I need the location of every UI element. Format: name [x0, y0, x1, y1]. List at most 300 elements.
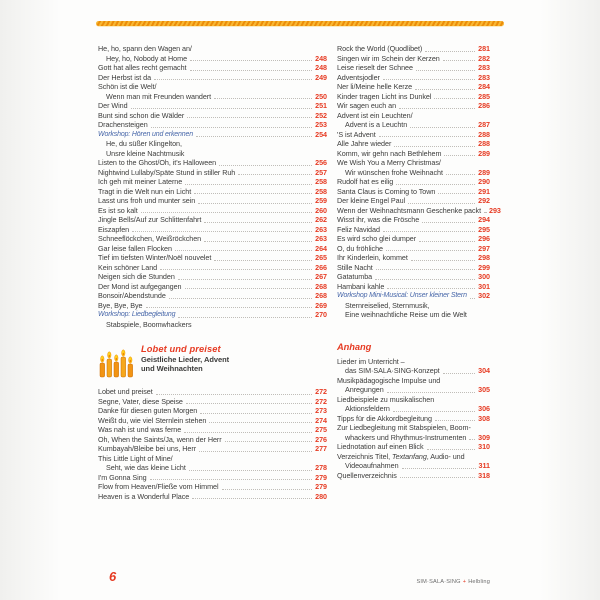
toc-entry	[98, 234, 327, 244]
toc-entry	[98, 320, 327, 330]
toc-entry-page-number: 249	[315, 72, 327, 82]
toc-entry	[337, 301, 490, 311]
toc-entry-title: Der Wind	[98, 101, 128, 110]
dot-leader	[184, 432, 312, 433]
toc-entry-page-number: 258	[315, 186, 327, 196]
footer-brand-name: SIM·SALA·SING	[416, 579, 461, 585]
dot-leader	[438, 193, 475, 194]
toc-entry	[337, 253, 490, 263]
toc-entry-title: Wenn der Weihnachtsmann Geschenke packt	[337, 205, 482, 215]
toc-rows-right-bottom	[337, 357, 490, 481]
toc-entry-title: Stille Nacht	[337, 262, 373, 272]
dot-leader	[214, 98, 312, 99]
dot-leader	[379, 136, 475, 137]
dot-leader	[196, 136, 312, 137]
dot-leader	[408, 203, 475, 204]
dot-leader	[416, 70, 475, 71]
toc-entry	[337, 177, 490, 187]
toc-entry-page-number: 299	[478, 262, 490, 272]
toc-entry-title: Bonsoir/Abendstunde	[98, 291, 166, 300]
toc-entry-page-number: 288	[478, 139, 490, 148]
dot-leader	[192, 498, 312, 499]
dot-leader	[238, 174, 312, 175]
toc-entry-page-number: 264	[315, 243, 327, 253]
toc-entry-page-number: 290	[478, 177, 490, 186]
toc-entry	[98, 272, 327, 282]
toc-entry	[337, 111, 490, 121]
toc-entry-page-number: 279	[315, 472, 327, 482]
toc-entry-page-number: 254	[315, 129, 327, 139]
toc-entry-page-number: 283	[478, 63, 490, 72]
toc-entry-page-number: 306	[478, 404, 490, 413]
toc-entry-page-number: 275	[315, 425, 327, 434]
toc-entry-title: Workshop: Liedbegleitung	[98, 311, 176, 318]
toc-entry	[98, 282, 327, 292]
toc-entry-title: Nightwind Lullaby/Späte Stund in stiller Ruh	[98, 167, 236, 177]
toc-entry-title: Listen to the Ghost/Oh, it's Halloween	[98, 158, 217, 167]
toc-entry-title: Wenn man mit Freunden wandert	[106, 91, 212, 101]
dot-leader	[185, 184, 312, 185]
toc-entry	[98, 387, 327, 397]
toc-entry-title: Alle Jahre wieder	[337, 139, 392, 148]
toc-entry-page-number: 267	[315, 272, 327, 281]
dot-leader	[146, 307, 313, 308]
toc-entry-page-number: 301	[478, 281, 490, 291]
toc-entry-page-number: 252	[315, 110, 327, 120]
dot-leader	[393, 411, 475, 412]
toc-entry	[337, 414, 490, 424]
dot-leader	[383, 79, 475, 80]
toc-entry	[98, 54, 327, 64]
section-subtitle-line1: Geistliche Lieder, Advent	[141, 355, 230, 364]
dot-leader	[154, 79, 312, 80]
toc-entry-page-number: 278	[315, 463, 327, 472]
toc-entry-title: Ich geh mit meiner Laterne	[98, 177, 183, 186]
toc-entry	[98, 291, 327, 301]
toc-entry-title: das SIM·SALA·SING-Konzept	[345, 366, 440, 375]
dot-leader	[446, 174, 475, 175]
toc-entry-page-number: 277	[315, 444, 327, 453]
toc-entry	[98, 168, 327, 178]
toc-entry-title: Drachensteigen	[98, 120, 148, 129]
toc-entry	[98, 215, 327, 225]
toc-entry-title: We Wish You a Merry Christmas/	[337, 158, 441, 167]
candles-icon	[98, 348, 134, 380]
toc-entry-title: Videoaufnahmen	[345, 461, 399, 470]
toc-entry	[337, 63, 490, 73]
toc-entry-page-number: 248	[315, 63, 327, 72]
toc-entry	[98, 225, 327, 235]
toc-entry	[98, 187, 327, 197]
toc-entry-page-number: 305	[478, 385, 490, 394]
toc-entry	[337, 158, 490, 168]
toc-entry-page-number: 259	[315, 196, 327, 205]
dot-leader	[383, 231, 475, 232]
toc-entry-title: Tragt in die Welt nun ein Licht	[98, 186, 192, 196]
dot-leader	[427, 449, 476, 450]
toc-entry-title: Lasst uns froh und munter sein	[98, 196, 196, 205]
toc-entry-title: I'm Gonna Sing	[98, 472, 147, 482]
toc-entry-page-number: 251	[315, 101, 327, 110]
toc-entry-title: Eine weihnachtliche Reise um die Welt	[345, 310, 467, 319]
toc-entry	[337, 452, 490, 462]
toc-entry	[337, 73, 490, 83]
toc-entry-page-number: 263	[315, 234, 327, 243]
dot-leader	[443, 60, 475, 61]
dot-leader	[186, 403, 312, 404]
toc-entry-title: Hambani kahle	[337, 281, 385, 291]
toc-entry-title: Ihr Kinderlein, kommet	[337, 253, 408, 262]
toc-entry-title: Anregungen	[345, 385, 384, 394]
dot-leader	[189, 470, 312, 471]
toc-entry-page-number: 262	[315, 215, 327, 224]
toc-entry-title: Oh, When the Saints/Ja, wenn der Herr	[98, 434, 222, 444]
dot-leader	[470, 298, 475, 299]
toc-entry	[337, 376, 490, 386]
toc-entry	[98, 397, 327, 407]
toc-entry	[337, 263, 490, 273]
toc-entry-title: Tipps für die Akkordbegleitung	[337, 413, 432, 423]
toc-entry-title: He, du süßer Klingelton,	[106, 139, 182, 148]
footer-plus-separator: +	[462, 579, 467, 585]
dot-leader	[150, 479, 313, 480]
dot-leader	[415, 89, 475, 90]
toc-entry-title: Advent ist ein Leuchten/	[337, 110, 413, 120]
toc-entry	[98, 149, 327, 159]
toc-entry-page-number: 296	[478, 234, 490, 243]
toc-rows-right-top	[337, 44, 501, 320]
toc-entry	[337, 149, 490, 159]
toc-entry	[98, 263, 327, 273]
toc-entry-title: Liedbeispiele zu musikalischen	[337, 394, 435, 404]
toc-entry-title: This Little Light of Mine/	[98, 453, 173, 463]
section-subtitle-line2: und Weihnachten	[141, 364, 203, 374]
dot-leader	[435, 420, 475, 421]
toc-entry	[337, 82, 490, 92]
toc-entry-title: O, du fröhliche	[337, 243, 383, 253]
toc-entry-title: Wir sagen euch an	[337, 101, 397, 110]
toc-entry-page-number: 289	[478, 148, 490, 158]
toc-entry-title: Kein schöner Land	[98, 262, 158, 272]
toc-entry-title: Hey, ho, Nobody at Home	[106, 53, 188, 63]
toc-entry-title: Heaven is a Wonderful Place	[98, 491, 190, 501]
page-edge-left	[0, 0, 60, 600]
toc-entry-page-number: 309	[478, 432, 490, 442]
toc-entry	[98, 206, 327, 216]
toc-entry-page-number: 292	[478, 196, 490, 205]
toc-entry-page-number: 253	[315, 120, 327, 129]
toc-entry-title: Leise rieselt der Schnee	[337, 63, 413, 72]
toc-entry-title: Sternreiselied, Sternmusik,	[345, 300, 430, 310]
toc-entry	[337, 130, 490, 140]
toc-entry-title: Jingle Bells/Auf zur Schlittenfahrt	[98, 215, 202, 224]
toc-entry-page-number: 288	[478, 129, 490, 139]
toc-entry-page-number: 266	[315, 262, 327, 272]
toc-entry-page-number: 302	[478, 291, 490, 300]
toc-entry	[337, 357, 490, 367]
toc-entry-workshop	[98, 310, 327, 320]
toc-entry	[337, 282, 490, 292]
toc-entry	[98, 492, 327, 502]
toc-entry	[98, 406, 327, 416]
toc-entry	[337, 404, 490, 414]
anhang-heading: Anhang	[337, 341, 372, 352]
toc-entry-title: Bunt sind schon die Wälder	[98, 110, 185, 120]
toc-entry-title: Stabspiele, Boomwhackers	[106, 319, 192, 329]
dot-leader	[178, 317, 312, 318]
toc-entry-title: Neigen sich die Stunden	[98, 272, 175, 281]
dot-leader	[200, 413, 312, 414]
toc-entry-title: Aktionsfeldern	[345, 404, 390, 413]
dot-leader	[187, 117, 312, 118]
dot-leader	[214, 260, 312, 261]
toc-entry	[337, 272, 490, 282]
dot-leader	[375, 279, 475, 280]
dot-leader	[419, 241, 475, 242]
toc-entry-title: Der kleine Engel Paul	[337, 196, 406, 205]
toc-entry-title: Flow from Heaven/Fließe vom Himmel	[98, 482, 219, 491]
toc-rows-left-top	[98, 44, 327, 329]
toc-entry-title: Verzeichnis Titel, Textanfang, Audio- und	[337, 451, 465, 461]
dot-leader	[131, 108, 313, 109]
toc-entry-title: Workshop Mini-Musical: Unser kleiner Stern	[337, 292, 467, 299]
toc-entry	[98, 454, 327, 464]
section-header-lobet-und-preiset	[98, 344, 327, 380]
toc-entry-title: Unsre kleine Nachtmusik	[106, 148, 185, 158]
toc-entry-title: Workshop: Hören und erkennen	[98, 130, 194, 138]
toc-entry	[98, 301, 327, 311]
dot-leader	[443, 373, 476, 374]
toc-entry-title: Der Herbst ist da	[98, 72, 152, 82]
toc-entry-title: Musikpädagogische Impulse und	[337, 375, 441, 385]
dot-leader	[394, 146, 475, 147]
toc-entry	[98, 139, 327, 149]
toc-entry-title: Weißt du, wie viel Sternlein stehen	[98, 415, 207, 425]
toc-entry-page-number: 285	[478, 91, 490, 101]
dot-leader	[422, 222, 475, 223]
toc-entry	[337, 310, 490, 320]
dot-leader	[411, 260, 475, 261]
dot-leader	[190, 70, 313, 71]
page-number: 6	[109, 569, 117, 584]
rope-border-decoration	[96, 21, 504, 26]
dot-leader	[219, 165, 312, 166]
toc-entry-title: Rock the World (Quodlibet)	[337, 44, 423, 53]
dot-leader	[434, 98, 475, 99]
toc-entry	[98, 253, 327, 263]
dot-leader	[204, 241, 312, 242]
toc-entry	[98, 111, 327, 121]
dot-leader	[175, 250, 312, 251]
toc-entry-workshop	[98, 130, 327, 140]
toc-entry-title: Was nah ist und was ferne	[98, 425, 182, 434]
toc-entry-page-number: 300	[478, 272, 490, 281]
toc-entry-page-number: 308	[478, 413, 490, 423]
toc-entry-page-number: 265	[315, 253, 327, 262]
toc-entry-page-number: 282	[478, 53, 490, 63]
dot-leader	[387, 288, 475, 289]
toc-entry-title: Es ist so kalt	[98, 205, 138, 215]
dot-leader	[204, 222, 312, 223]
dot-leader	[185, 288, 313, 289]
toc-entry-page-number: 286	[478, 101, 490, 110]
dot-leader	[225, 441, 313, 442]
toc-entry-title: Kinder tragen Licht ins Dunkel	[337, 91, 432, 101]
dot-leader	[141, 212, 313, 213]
toc-entry-page-number: 298	[478, 253, 490, 262]
toc-entry	[337, 187, 490, 197]
toc-entry-title: Liednotation auf einen Blick	[337, 442, 424, 451]
toc-entry-title: Wisst ihr, was die Frösche	[337, 215, 420, 224]
toc-entry	[337, 234, 490, 244]
dot-leader	[399, 108, 475, 109]
toc-entry	[98, 435, 327, 445]
toc-entry	[337, 215, 490, 225]
dot-leader	[402, 468, 476, 469]
toc-entry	[337, 395, 490, 405]
toc-entry-page-number: 280	[315, 491, 327, 501]
dot-leader	[199, 451, 312, 452]
dot-leader	[387, 392, 475, 393]
toc-entry-page-number: 297	[478, 243, 490, 253]
toc-entry-page-number: 268	[315, 291, 327, 300]
dot-leader	[156, 394, 312, 395]
toc-entry-title: Adventsjodler	[337, 72, 380, 82]
toc-entry-title: Schön ist die Welt/	[98, 82, 157, 91]
toc-entry-title: Segne, Vater, diese Speise	[98, 396, 183, 406]
toc-entry-title: Lieder im Unterricht –	[337, 356, 405, 366]
toc-entry-page-number: 284	[478, 82, 490, 91]
toc-entry	[98, 482, 327, 492]
toc-entry	[98, 63, 327, 73]
dot-leader	[444, 155, 475, 156]
toc-entry-title: Eiszapfen	[98, 224, 130, 234]
toc-entry-title: Ner li/Meine helle Kerze	[337, 82, 413, 91]
toc-entry-title: Gar leise fallen Flocken	[98, 243, 172, 253]
toc-entry-page-number: 270	[315, 310, 327, 319]
toc-entry	[337, 120, 490, 130]
toc-entry-page-number: 318	[478, 470, 490, 480]
toc-entry-page-number: 260	[315, 205, 327, 215]
dot-leader	[160, 269, 312, 270]
toc-entry-title: Lobet und preiset	[98, 387, 153, 396]
dot-leader	[190, 60, 312, 61]
toc-entry	[337, 423, 490, 433]
toc-entry-title: Wir wünschen frohe Weihnacht	[345, 167, 443, 177]
toc-entry	[98, 120, 327, 130]
toc-entry-title: Quellenverzeichnis	[337, 470, 397, 480]
toc-entry	[337, 92, 490, 102]
toc-entry	[98, 416, 327, 426]
toc-entry-page-number: 289	[478, 167, 490, 177]
toc-entry-page-number: 273	[315, 406, 327, 415]
dot-leader	[396, 184, 475, 185]
toc-entry-page-number: 258	[315, 177, 327, 186]
toc-entry	[337, 196, 490, 206]
toc-entry-title: Rudolf hat es eilig	[337, 177, 394, 186]
toc-entry-title: Advent is a Leuchtn	[345, 120, 408, 129]
toc-column-left	[98, 44, 327, 501]
toc-entry	[98, 425, 327, 435]
toc-entry	[337, 54, 490, 64]
toc-entry-title: Komm, wir gehn nach Bethlehem	[337, 148, 442, 158]
toc-entry-page-number: 281	[478, 44, 490, 53]
toc-rows-left-bottom	[98, 387, 327, 501]
toc-entry-title: Seht, wie das kleine Licht	[106, 463, 186, 472]
dot-leader	[194, 193, 312, 194]
toc-entry-page-number: 257	[315, 167, 327, 177]
toc-entry-title: Kumbayah/Bleibe bei uns, Herr	[98, 444, 197, 453]
toc-entry	[98, 463, 327, 473]
toc-entry	[337, 225, 490, 235]
toc-entry-title: Feliz Navidad	[337, 224, 380, 234]
dot-leader	[151, 127, 313, 128]
toc-entry-page-number: 250	[315, 91, 327, 101]
toc-entry-title: Tief im tiefsten Winter/Noël nouvelet	[98, 253, 212, 262]
dot-leader	[425, 51, 475, 52]
footer-publisher: Helbling	[468, 579, 490, 585]
dot-leader	[410, 127, 475, 128]
dot-leader	[222, 489, 313, 490]
toc-entry	[98, 444, 327, 454]
toc-entry	[337, 139, 490, 149]
toc-entry-page-number: 293	[489, 205, 501, 215]
toc-entry-title: Gott hat alles recht gemacht	[98, 63, 187, 72]
toc-entry	[337, 244, 490, 254]
section-title: Lobet und preiset	[141, 344, 221, 354]
toc-entry	[337, 366, 490, 376]
toc-entry	[98, 244, 327, 254]
toc-entry-title: Danke für diesen guten Morgen	[98, 406, 198, 415]
toc-entry-page-number: 295	[478, 224, 490, 234]
toc-column-right	[337, 44, 501, 480]
toc-entry-page-number: 310	[478, 442, 490, 451]
footer-brand-line	[337, 579, 490, 585]
toc-entry-title: Gatatumba	[337, 272, 373, 281]
toc-entry-page-number: 274	[315, 415, 327, 425]
dot-leader	[209, 422, 312, 423]
toc-entry-title: Singen wir im Schein der Kerzen	[337, 53, 440, 63]
toc-entry	[337, 205, 501, 216]
toc-entry	[98, 44, 327, 54]
toc-entry	[337, 471, 490, 481]
toc-entry-page-number: 272	[315, 396, 327, 406]
toc-entry-page-number: 276	[315, 434, 327, 444]
toc-entry-title: Zur Liedbegleitung mit Stabspielen, Boom-	[337, 423, 471, 432]
toc-entry-page-number: 269	[315, 300, 327, 310]
dot-leader	[132, 231, 312, 232]
toc-entry	[337, 442, 490, 452]
section-header-text	[141, 344, 229, 374]
toc-entry	[98, 473, 327, 483]
toc-entry-page-number: 248	[315, 53, 327, 63]
toc-entry-page-number: 311	[478, 461, 490, 470]
toc-entry-page-number: 272	[315, 387, 327, 396]
dot-leader	[169, 298, 312, 299]
toc-entry	[98, 177, 327, 187]
toc-entry-page-number: 304	[478, 366, 490, 375]
toc-entry-page-number: 268	[315, 281, 327, 291]
toc-entry-page-number: 263	[315, 224, 327, 234]
toc-entry-page-number: 294	[478, 215, 490, 224]
page-edge-right	[540, 0, 600, 600]
toc-entry	[337, 44, 490, 54]
toc-entry	[337, 168, 490, 178]
toc-entry	[337, 385, 490, 395]
toc-entry-title: Schneeflöckchen, Weißröckchen	[98, 234, 202, 243]
toc-entry	[337, 433, 490, 443]
toc-entry-page-number: 287	[478, 120, 490, 129]
